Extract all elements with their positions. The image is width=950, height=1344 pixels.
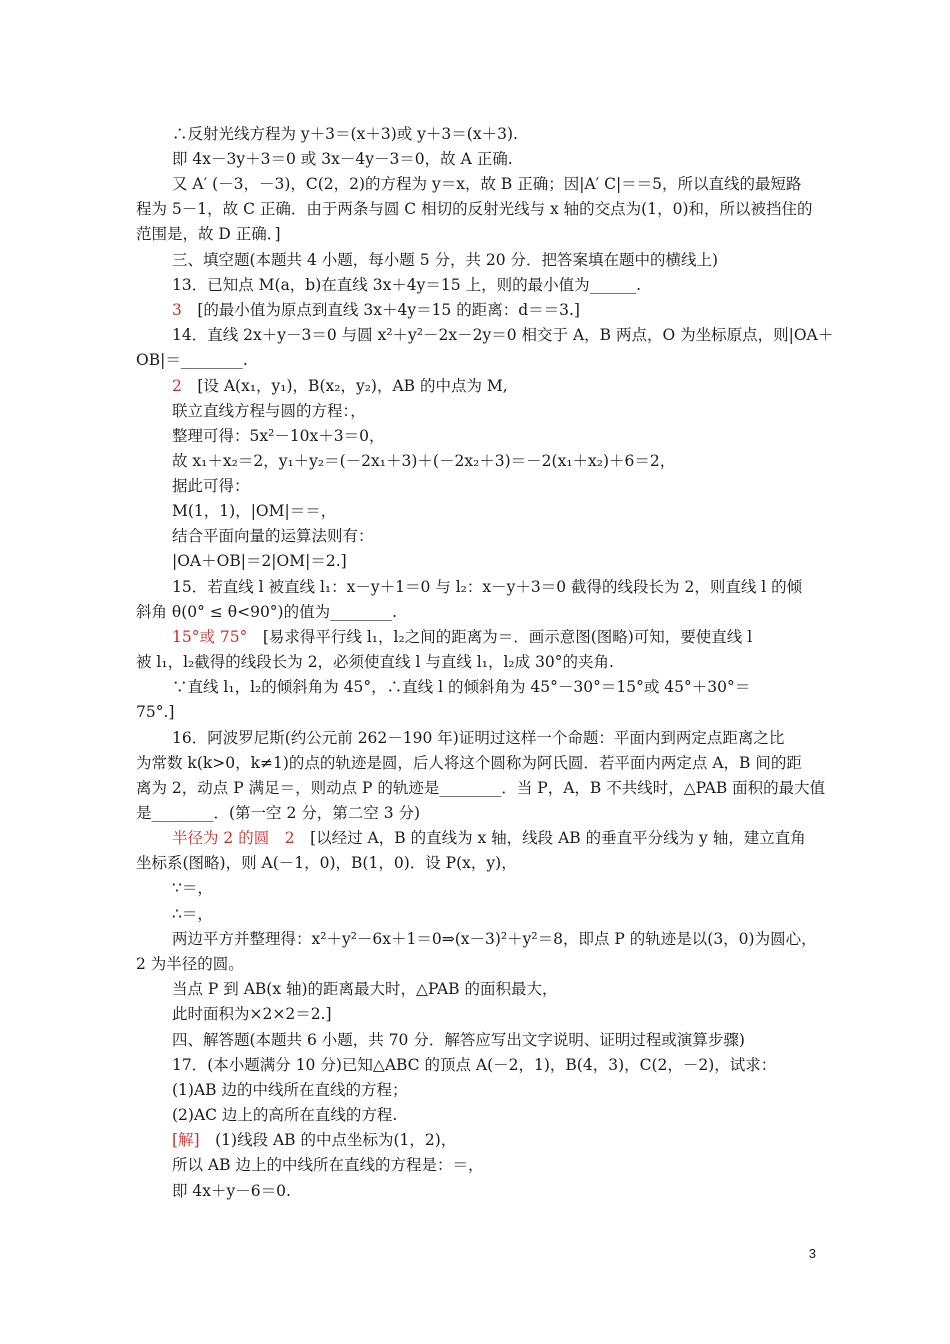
text-line (172, 1105, 397, 1125)
line-text: 75°.] (136, 703, 175, 721)
text-line (172, 728, 784, 748)
text-line (172, 551, 347, 571)
text-line (172, 1080, 407, 1100)
text-line (136, 778, 825, 798)
text-line (136, 954, 244, 974)
text-line (136, 199, 813, 219)
line-text: 整理可得：5x²－10x＋3＝0， (172, 427, 385, 445)
text-line (172, 1030, 745, 1050)
line-text: 当点 P 到 AB(x 轴)的距离最大时，△PAB 的面积最大， (172, 980, 558, 998)
line-text: 据此可得： (172, 477, 250, 495)
line-text: [设 A(x₁，y₁)，B(x₂，y₂)，AB 的中点为 M, (197, 377, 508, 395)
text-line (172, 929, 817, 949)
line-text: ∴＝， (172, 905, 213, 923)
text-line (172, 627, 752, 647)
text-line (172, 828, 806, 848)
line-text: 结合平面向量的运算法则有： (172, 527, 374, 545)
line-text: 为常数 k(k>0，k≠1)的点的轨迹是圆，后人将这个圆称为阿氏圆．若平面内两定点 A，B 间的距 (136, 754, 802, 772)
text-line (172, 1055, 776, 1075)
text-line (172, 526, 374, 546)
line-text: ∵＝， (172, 879, 213, 897)
line-text: 故 x₁＋x₂＝2，y₁＋y₂＝(－2x₁＋3)＋(－2x₂＋3)＝－2(x₁＋x₂)＋6＝2， (172, 452, 676, 470)
line-text: (1)AB 边的中线所在直线的方程； (172, 1081, 408, 1099)
line-text: M(1，1)，|OM|＝＝， (172, 502, 337, 520)
text-line (172, 677, 750, 697)
answer-text: 半径为 2 的圆 2 (172, 829, 295, 847)
answer-text: 15°或 75° (172, 628, 248, 646)
text-line (172, 1155, 483, 1175)
line-text: ∴反射光线方程为 y＋3＝(x＋3)或 y＋3＝(x＋3). (172, 125, 518, 143)
text-line (172, 426, 385, 446)
text-line (136, 702, 174, 722)
text-line (172, 501, 336, 521)
line-text: 即 4x＋y－6＝0. (172, 1182, 291, 1200)
line-text: 斜角 θ(0° ≤ θ<90°)的值为________. (136, 603, 398, 621)
text-line (172, 250, 718, 270)
line-text: 又 A′ (－3，－3)，C(2，2)的方程为 y＝x，故 B 正确；因|A′ C|＝＝5，所以直线的最短路 (172, 175, 802, 193)
line-text: 15．若直线 l 被直线 l₁：x－y＋1＝0 与 l₂：x－y＋3＝0 截得的线段长为 2，则直线 l 的倾 (172, 578, 803, 596)
line-text: |OA＋OB|＝2|OM|＝2.] (172, 552, 347, 570)
line-text: 所以 AB 边上的中线所在直线的方程是：＝， (172, 1156, 484, 1174)
line-text: 2 为半径的圆。 (136, 955, 244, 973)
line-text: (1)线段 AB 的中点坐标为(1，2)， (215, 1131, 457, 1149)
answer-text: 2 (172, 377, 182, 395)
text-line (172, 577, 802, 597)
line-text: 被 l₁，l₂截得的线段长为 2，必须使直线 l 与直线 l₁，l₂成 30°的夹角. (136, 653, 614, 671)
line-text: 此时面积为×2×2＝2.] (172, 1005, 332, 1023)
text-line (172, 878, 213, 898)
line-text: 即 4x－3y＋3＝0 或 3x－4y－3＝0，故 A 正确. (172, 150, 513, 168)
text-line (172, 149, 513, 169)
text-line (172, 325, 833, 345)
answer-text: [解] (172, 1131, 200, 1149)
text-line (172, 300, 580, 320)
text-line (136, 602, 397, 622)
text-line (172, 1181, 291, 1201)
line-text: 三、填空题(本题共 4 小题，每小题 5 分，共 20 分．把答案填在题中的横线上) (172, 251, 719, 269)
text-line (136, 350, 248, 370)
line-text: 坐标系(图略)，则 A(－1，0)，B(1，0)．设 P(x，y)， (136, 854, 517, 872)
line-text: [易求得平行线 l₁，l₂之间的距离为＝．画示意图(图略)可知，要使直线 l (262, 628, 753, 646)
line-text: 13．已知点 M(a，b)在直线 3x＋4y＝15 上，则的最小值为______. (172, 276, 642, 294)
line-text: ∵直线 l₁，l₂的倾斜角为 45°，∴直线 l 的倾斜角为 45°－30°＝15°或 45°＋30°＝ (172, 678, 751, 696)
line-text: 16．阿波罗尼斯(约公元前 262－190 年)证明过这样一个命题：平面内到两定点距离之比 (172, 729, 785, 747)
line-text: 四、解答题(本题共 6 小题，共 70 分．解答应写出文字说明、证明过程或演算步骤) (172, 1031, 745, 1049)
line-text: 两边平方并整理得：x²＋y²－6x＋1＝0⇒(x－3)²＋y²＝8，即点 P 的轨迹是以(3，0)为圆心， (172, 930, 817, 948)
text-line (172, 174, 802, 194)
line-text: 范围是，故 D 正确．] (136, 225, 281, 243)
text-line (172, 1130, 456, 1150)
line-text: 17．(本小题满分 10 分)已知△ABC 的顶点 A(－2，1)，B(4，3)，C(2，－2)，试求： (172, 1056, 777, 1074)
line-text: 程为 5－1，故 C 正确．由于两条与圆 C 相切的反射光线与 x 轴的交点为(1，0)和，所以被挡住的 (136, 200, 813, 218)
text-line (136, 652, 614, 672)
line-text: OB|＝________. (136, 351, 248, 369)
text-line (172, 451, 675, 471)
text-line (172, 124, 518, 144)
text-line (136, 224, 281, 244)
line-text: [以经过 A，B 的直线为 x 轴，线段 AB 的垂直平分线为 y 轴，建立直角 (310, 829, 806, 847)
line-text: 联立直线方程与圆的方程：， (172, 402, 366, 420)
line-text: [的最小值为原点到直线 3x＋4y＝15 的距离：d＝＝3.] (197, 301, 580, 319)
answer-text: 3 (172, 301, 182, 319)
page-number: 3 (808, 1246, 816, 1261)
text-line (172, 401, 366, 421)
text-line (172, 275, 641, 295)
text-line (172, 376, 508, 396)
text-line (136, 853, 517, 873)
line-text: 离为 2，动点 P 满足＝，则动点 P 的轨迹是________．当 P，A，B 不共线时，△PAB 面积的最大值 (136, 779, 826, 797)
text-line (172, 979, 558, 999)
text-line (136, 803, 420, 823)
text-line (172, 476, 250, 496)
text-line (172, 904, 213, 924)
text-line (136, 753, 802, 773)
line-text: (2)AC 边上的高所在直线的方程. (172, 1106, 398, 1124)
text-line (172, 1004, 332, 1024)
line-text: 是________．(第一空 2 分，第二空 3 分) (136, 804, 421, 822)
line-text: 14．直线 2x＋y－3＝0 与圆 x²＋y²－2x－2y＝0 相交于 A，B 两点，O 为坐标原点，则|OA＋ (172, 326, 834, 344)
